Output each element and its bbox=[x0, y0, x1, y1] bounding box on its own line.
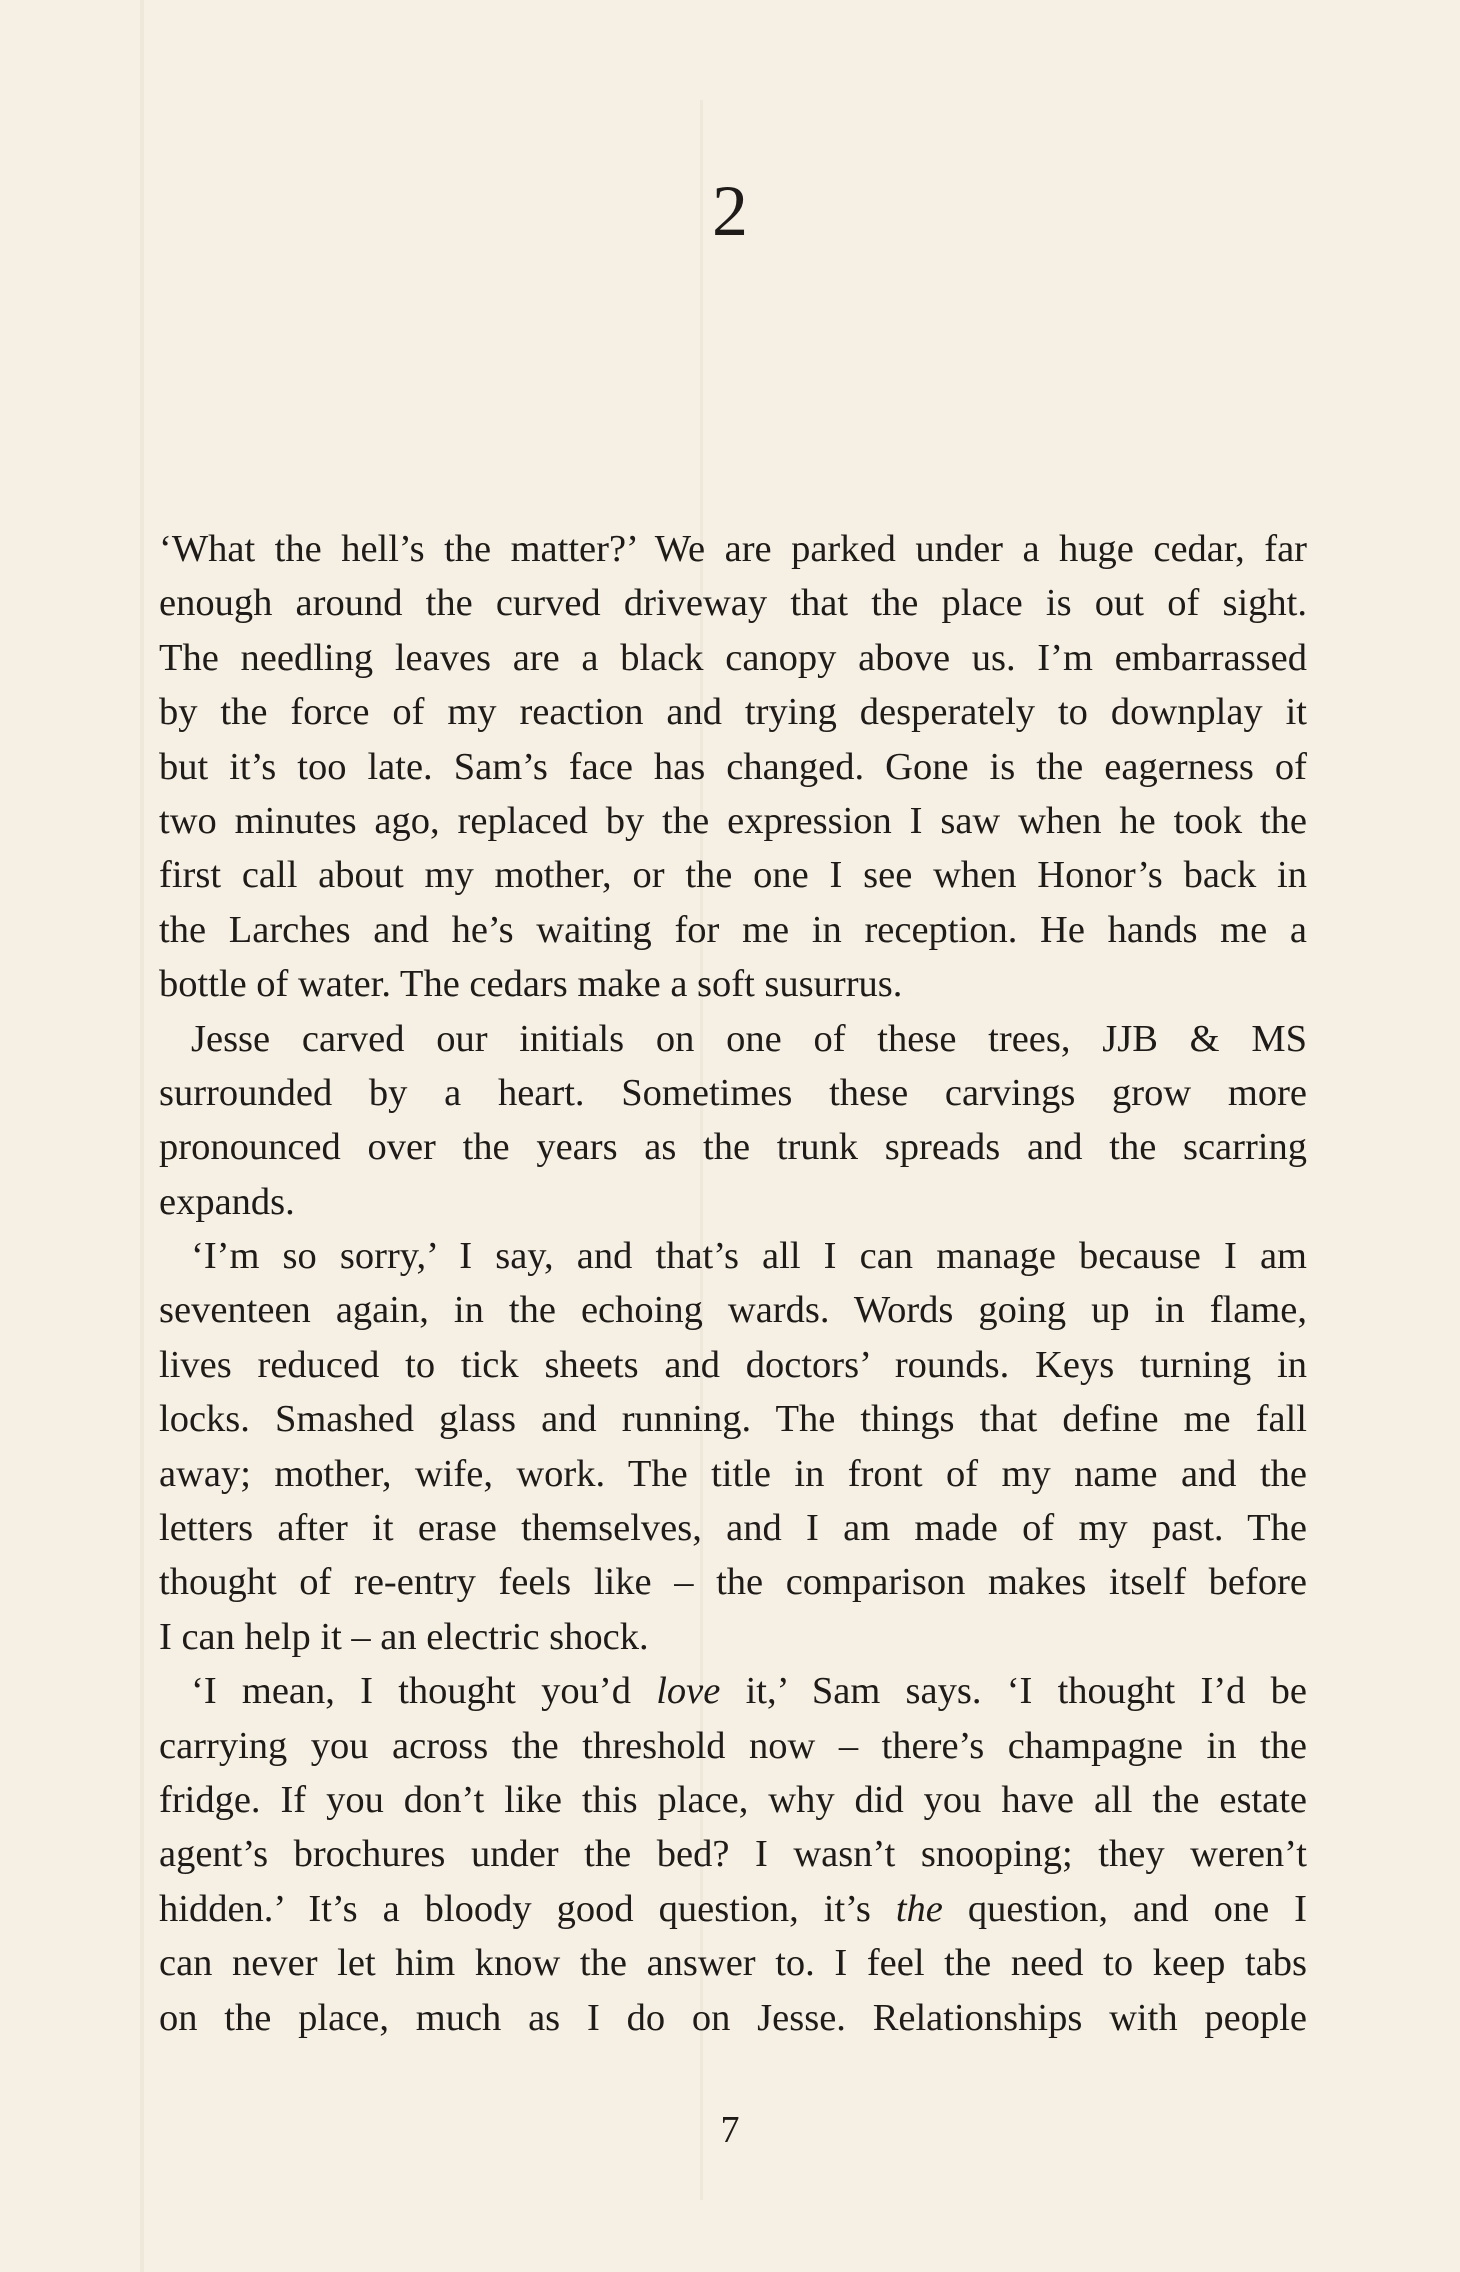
text-segment: I can help it – an electric shock. bbox=[159, 1615, 649, 1658]
text-line bbox=[159, 1773, 1307, 1827]
text-line bbox=[159, 848, 1307, 902]
text-segment: fridge. If you don’t like this place, why did you have all the estate bbox=[159, 1778, 1307, 1821]
text-line bbox=[159, 1610, 1307, 1664]
text-segment: bottle of water. The cedars make a soft susurrus. bbox=[159, 963, 903, 1006]
text-line bbox=[159, 1447, 1307, 1501]
text-line bbox=[159, 1175, 1307, 1229]
text-segment: letters after it erase themselves, and I am made of my past. The bbox=[159, 1507, 1307, 1550]
text-segment: surrounded by a heart. Sometimes these carvings grow more bbox=[159, 1071, 1307, 1114]
text-segment: can never let him know the answer to. I feel the need to keep tabs bbox=[159, 1942, 1307, 1985]
page-number: 7 bbox=[720, 2109, 740, 2151]
text-line bbox=[159, 740, 1307, 794]
text-segment: seventeen again, in the echoing wards. Words going up in flame, bbox=[159, 1289, 1307, 1332]
text-line bbox=[159, 903, 1307, 957]
text-segment: pronounced over the years as the trunk spreads and the scarring bbox=[159, 1126, 1307, 1169]
text-segment: first call about my mother, or the one I see when Honor’s back in bbox=[159, 854, 1307, 897]
text-segment: ‘I’m so sorry,’ I say, and that’s all I can manage because I am bbox=[191, 1235, 1307, 1278]
text-line bbox=[159, 1719, 1307, 1773]
text-line bbox=[159, 794, 1307, 848]
italic-text: the bbox=[895, 1887, 943, 1930]
text-segment: it,’ Sam says. ‘I thought I’d be bbox=[720, 1670, 1307, 1713]
text-segment: enough around the curved driveway that the place is out of sight. bbox=[159, 582, 1307, 625]
text-line bbox=[159, 631, 1307, 685]
text-segment: agent’s brochures under the bed? I wasn’t snooping; they weren’t bbox=[159, 1833, 1307, 1876]
text-segment: carrying you across the threshold now – there’s champagne in the bbox=[159, 1724, 1307, 1767]
text-line bbox=[159, 1501, 1307, 1555]
text-segment: the Larches and he’s waiting for me in reception. He hands me a bbox=[159, 908, 1307, 951]
text-segment: ‘I mean, I thought you’d bbox=[191, 1670, 657, 1713]
text-line bbox=[159, 1120, 1307, 1174]
paragraph bbox=[159, 1012, 1307, 1230]
text-line bbox=[159, 685, 1307, 739]
text-segment: question, and one I bbox=[942, 1887, 1307, 1930]
text-segment: expands. bbox=[159, 1180, 295, 1223]
text-segment: away; mother, wife, work. The title in front of my name and the bbox=[159, 1452, 1307, 1495]
body-text bbox=[159, 522, 1307, 2045]
paragraph bbox=[159, 1229, 1307, 1664]
text-segment: on the place, much as I do on Jesse. Relationships with people bbox=[159, 1996, 1307, 2039]
text-segment: Jesse carved our initials on one of these trees, JJB & MS bbox=[191, 1017, 1307, 1060]
text-segment: The needling leaves are a black canopy above us. I’m embarrassed bbox=[159, 636, 1307, 679]
text-line bbox=[159, 1555, 1307, 1609]
text-line bbox=[159, 522, 1307, 576]
text-segment: but it’s too late. Sam’s face has changed. Gone is the eagerness of bbox=[159, 745, 1307, 788]
text-line bbox=[159, 1066, 1307, 1120]
italic-text: love bbox=[656, 1670, 721, 1713]
text-line bbox=[159, 1229, 1307, 1283]
text-line bbox=[159, 576, 1307, 630]
text-line bbox=[159, 1338, 1307, 1392]
text-line bbox=[159, 1827, 1307, 1881]
text-segment: locks. Smashed glass and running. The things that define me fall bbox=[159, 1398, 1307, 1441]
page-fold-shadow bbox=[140, 0, 144, 2272]
text-line bbox=[159, 1664, 1307, 1718]
text-line bbox=[159, 1991, 1307, 2045]
text-line bbox=[159, 957, 1307, 1011]
text-segment: by the force of my reaction and trying desperately to downplay it bbox=[159, 691, 1307, 734]
text-segment: ‘What the hell’s the matter?’ We are parked under a huge cedar, far bbox=[159, 528, 1307, 570]
text-line bbox=[159, 1392, 1307, 1446]
text-line bbox=[159, 1936, 1307, 1990]
paragraph bbox=[159, 522, 1307, 1012]
paragraph bbox=[159, 1664, 1307, 2045]
text-line bbox=[159, 1012, 1307, 1066]
text-line bbox=[159, 1283, 1307, 1337]
text-line bbox=[159, 1882, 1307, 1936]
chapter-number: 2 bbox=[712, 171, 748, 251]
text-segment: thought of re-entry feels like – the comparison makes itself before bbox=[159, 1561, 1307, 1604]
text-segment: two minutes ago, replaced by the expression I saw when he took the bbox=[159, 799, 1307, 842]
text-segment: lives reduced to tick sheets and doctors’ rounds. Keys turning in bbox=[159, 1343, 1307, 1386]
text-segment: hidden.’ It’s a bloody good question, it’s bbox=[159, 1887, 896, 1930]
